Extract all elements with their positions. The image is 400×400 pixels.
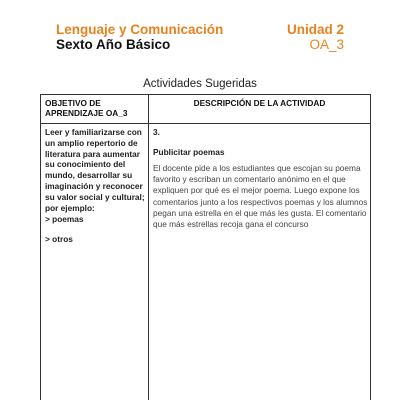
header-right <box>287 22 344 52</box>
list-item: > otros <box>45 234 73 244</box>
section-title: Actividades Sugeridas <box>143 78 257 90</box>
objective-column-header: OBJETIVO DE APRENDIZAJE OA_3 <box>45 98 128 118</box>
list-item: > poemas <box>45 214 84 224</box>
objective-text: Leer y familiarizarse con un amplio repertorio de literatura para aumentar su conocimiento del mundo, desarrollar su imaginación y reconocer su valor social y cultural; por ejemplo: <box>45 127 145 213</box>
activity-description: El docente pide a los estudiantes que escojan su poema favorito y escriban un comentario anónimo en el que expliquen por qué es el mejor poema. Luego expone los comentarios junto a los respectivos poemas y los alumnos pegan una estrella en el que más les gusta. El comentario que más estrellas recoja gana el concurso <box>153 163 368 230</box>
unit-label: Unidad 2 <box>286 22 344 37</box>
subject-title: Lenguaje y Comunicación <box>56 22 224 37</box>
column-divider <box>148 95 149 400</box>
header-left <box>56 22 223 52</box>
page-header <box>56 22 344 56</box>
grade-title: Sexto Año Básico <box>56 37 171 52</box>
header-divider <box>41 123 370 124</box>
activity-number: 3. <box>153 127 160 137</box>
description-column-header: DESCRIPCIÓN DE LA ACTIVIDAD <box>193 98 326 108</box>
activities-table <box>40 94 371 400</box>
activity-title: Publicitar poemas <box>153 147 225 157</box>
oa-code: OA_3 <box>309 37 344 52</box>
